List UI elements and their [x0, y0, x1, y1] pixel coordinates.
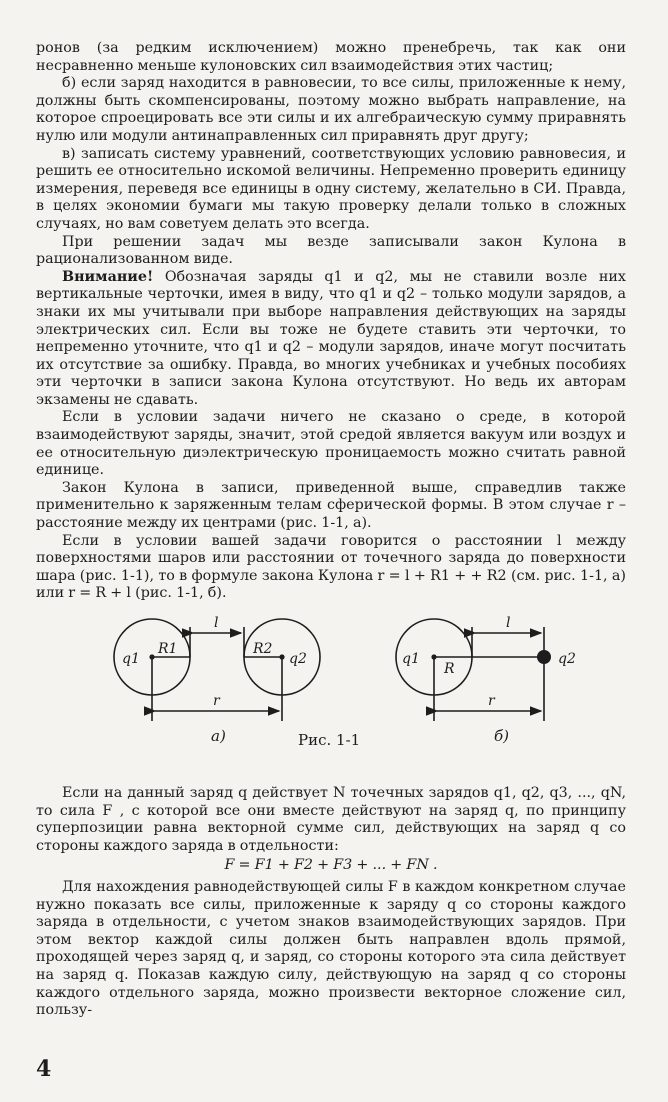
center-point	[279, 654, 284, 659]
paragraph: б) если заряд находится в равновесии, то все силы, приложенные к нему, должны быть скомпенсированы, поэтому можно выбрать направление, на которое спроецировать все эти силы и их алгебраическую сумму приравнять нулю или модули антинаправленных сил приравнять друг другу;	[36, 75, 626, 144]
label-r: r	[488, 693, 495, 709]
page-number: 4	[36, 1056, 52, 1082]
label-r2: R2	[253, 641, 273, 657]
paragraph: Закон Кулона в записи, приведенной выше, справедлив также применительно к заряженным телам сферической формы. В этом случае r – расстояние между их центрами (рис. 1-1, а).	[36, 479, 626, 532]
paragraph: в) записать систему уравнений, соответствующих условию равновесия, и решить ее относительно искомой величины. Непременно проверить единицу измерения, переведя все единицы в одну систему, желательно в СИ. Правда, в целях экономии бумаги мы такую проверку делали только в сложных случаях, но вам советуем делать это всегда.	[36, 145, 626, 232]
label-l: l	[214, 615, 219, 631]
attention-text: Обозначая заряды q1 и q2, мы не ставили возле них вертикальные черточки, имея в виду, что q1 и q2 – только модули зарядов, а знаки их мы учитывали при выборе направления действующих на заряды электрических сил. Если вы тоже не будете ставить эти черточки, то непременно уточните, что q1 и q2 – модули зарядов, иначе могут посчитать их отсутствие за ошибку. Правда, во многих учебниках и учебных пособиях эти черточки в записи закона Кулона отсутствуют. Но ведь их авторам экзамены не сдавать.	[36, 268, 626, 408]
label-r: R	[444, 661, 455, 677]
label-r1: R1	[158, 641, 178, 657]
center-point	[431, 654, 436, 659]
paragraph: ронов (за редким исключением) можно пренебречь, так как они несравненно меньше кулоновских сил взаимодействия этих частиц;	[36, 40, 626, 74]
figure-label-a: а)	[211, 727, 226, 745]
figure-1-1	[36, 613, 626, 763]
paragraph: Для нахождения равнодействующей силы F в каждом конкретном случае нужно показать все силы, приложенные к заряду q со стороны каждого заряда в отдельности, с учетом знаков взаимодействующих зарядов. При этом вектор каждой силы должен быть направлен вдоль прямой, проходящей через заряд q, и заряд, со стороны которого эта сила действует на заряд q. Показав каждую силу, действующую на заряд q со стороны каждого отдельного заряда, можно произвести векторное сложение сил, пользу-	[36, 878, 626, 1019]
center-point	[149, 654, 154, 659]
label-q1: q1	[402, 651, 420, 667]
label-q1: q1	[122, 651, 140, 667]
page-text	[36, 40, 626, 1020]
point-charge	[537, 650, 551, 664]
attention-label: Внимание!	[62, 268, 154, 285]
paragraph: Если в условии вашей задачи говорится о расстоянии l между поверхностями шаров или расстоянии от точечного заряда до поверхности шара (рис. 1-1), то в формуле закона Кулона r = l + R1 + + R2 (см. рис. 1-1, а) или r = R + l (рис. 1-1, б).	[36, 532, 626, 602]
label-q2: q2	[289, 651, 307, 667]
attention-paragraph	[36, 269, 626, 410]
figure-caption: Рис. 1-1	[298, 731, 361, 749]
label-r: r	[213, 693, 220, 709]
paragraph: При решении задач мы везде записывали закон Кулона в рационализованном виде.	[36, 233, 626, 268]
figure-label-b: б)	[494, 727, 510, 745]
paragraph: Если на данный заряд q действует N точечных зарядов q1, q2, q3, ..., qN, то сила F , с которой все они вместе действуют на заряд q, по принципу суперпозиции равна векторной сумме сил, действующих на заряд q со стороны каждого заряда в отдельности:	[36, 785, 626, 854]
label-l: l	[506, 615, 511, 631]
paragraph: Если в условии задачи ничего не сказано о среде, в которой взаимодействуют заряды, значит, этой средой является вакуум или воздух и ее относительную диэлектрическую проницаемость можно считать равной единице.	[36, 409, 626, 479]
superposition-formula: F = F1 + F2 + F3 + ... + FN .	[224, 857, 438, 874]
label-q2: q2	[558, 651, 576, 667]
